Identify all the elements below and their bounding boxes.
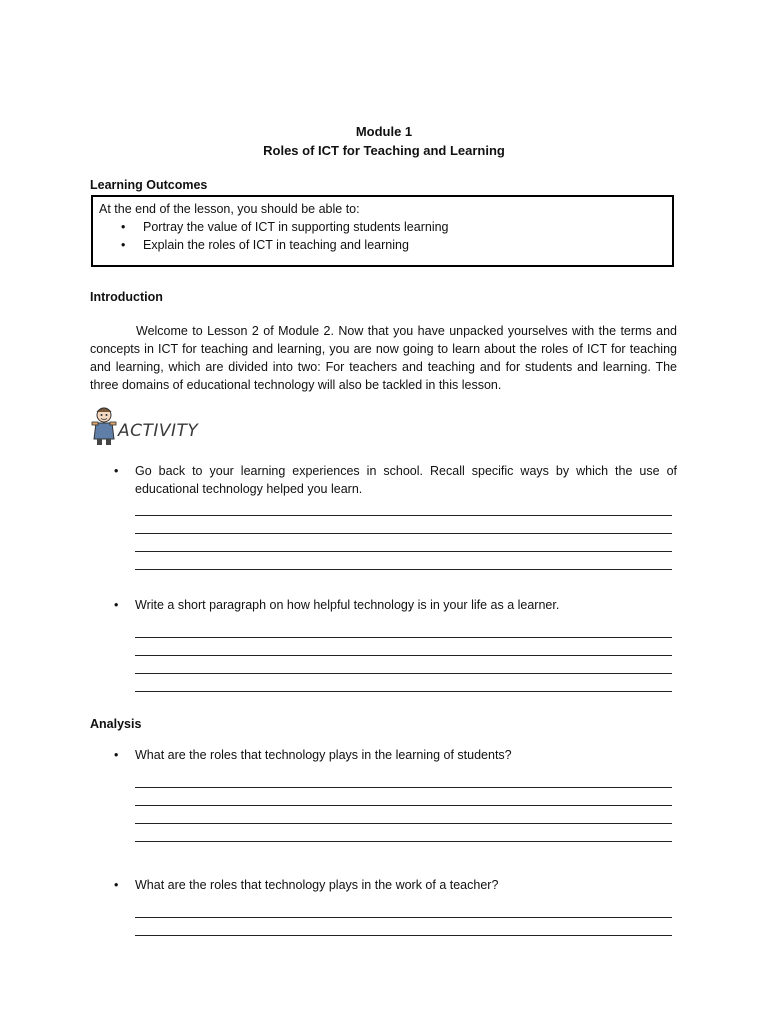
answer-line[interactable] [135, 620, 672, 638]
outcomes-list [99, 218, 666, 254]
module-title: Module 1 [355, 124, 413, 139]
bullet-icon: • [114, 598, 119, 612]
activity-question [110, 462, 677, 498]
answer-line[interactable] [135, 806, 672, 824]
analysis-question [110, 746, 677, 764]
answer-line[interactable] [135, 900, 672, 918]
introduction-heading: Introduction [90, 290, 163, 304]
introduction-paragraph: Welcome to Lesson 2 of Module 2. Now that you have unpacked yourselves with the terms and concepts in ICT for teaching and learning, you are now going to learn about the roles of ICT for teaching and learning, which are divided into two: For teachers and teaching and for students and learning. The three domains of educational technology will also be tackled in this lesson. [90, 324, 677, 392]
learning-outcomes-heading: Learning Outcomes [90, 178, 208, 192]
analysis-question [110, 876, 677, 894]
answer-line[interactable] [135, 824, 672, 842]
bullet-icon: • [114, 464, 119, 478]
learning-outcomes-box [91, 195, 674, 267]
answer-line[interactable] [135, 516, 672, 534]
outcome-item-text: Portray the value of ICT in supporting students learning [143, 220, 449, 234]
activity-question-text: Go back to your learning experiences in school. Recall specific ways by which the use of educational technology helped you learn. [135, 464, 677, 496]
answer-line[interactable] [135, 498, 672, 516]
outcome-item [99, 236, 666, 254]
outcome-item-text: Explain the roles of ICT in teaching and learning [143, 238, 409, 252]
answer-line[interactable] [135, 918, 672, 936]
answer-lines [135, 770, 677, 842]
answer-line[interactable] [135, 674, 672, 692]
answer-line[interactable] [135, 552, 672, 570]
analysis-question-block [110, 876, 677, 936]
activity-question-text: Write a short paragraph on how helpful technology is in your life as a learner. [135, 598, 560, 612]
analysis-question-text: What are the roles that technology plays in the learning of students? [135, 748, 512, 762]
answer-lines [135, 620, 677, 692]
answer-lines [135, 498, 677, 570]
answer-lines [135, 900, 677, 936]
activity-question-block [110, 462, 677, 570]
bullet-icon: • [121, 238, 126, 252]
bullet-icon: • [121, 220, 126, 234]
answer-line[interactable] [135, 534, 672, 552]
outcome-item [99, 218, 666, 236]
answer-line[interactable] [135, 770, 672, 788]
analysis-question-text: What are the roles that technology plays in the work of a teacher? [135, 878, 499, 892]
activity-question [110, 596, 677, 614]
activity-logo [90, 405, 205, 447]
answer-line[interactable] [135, 788, 672, 806]
analysis-heading: Analysis [90, 717, 142, 731]
bullet-icon: • [114, 748, 119, 762]
answer-line[interactable] [135, 656, 672, 674]
answer-line[interactable] [135, 638, 672, 656]
activity-logo-text: ACTIVITY [118, 421, 199, 441]
analysis-question-block [110, 746, 677, 842]
bullet-icon: • [114, 878, 119, 892]
lesson-title: Roles of ICT for Teaching and Learning [263, 143, 505, 158]
activity-figure-icon [92, 408, 116, 445]
activity-question-block [110, 596, 677, 692]
outcomes-lead-text: At the end of the lesson, you should be able to: [99, 202, 360, 216]
